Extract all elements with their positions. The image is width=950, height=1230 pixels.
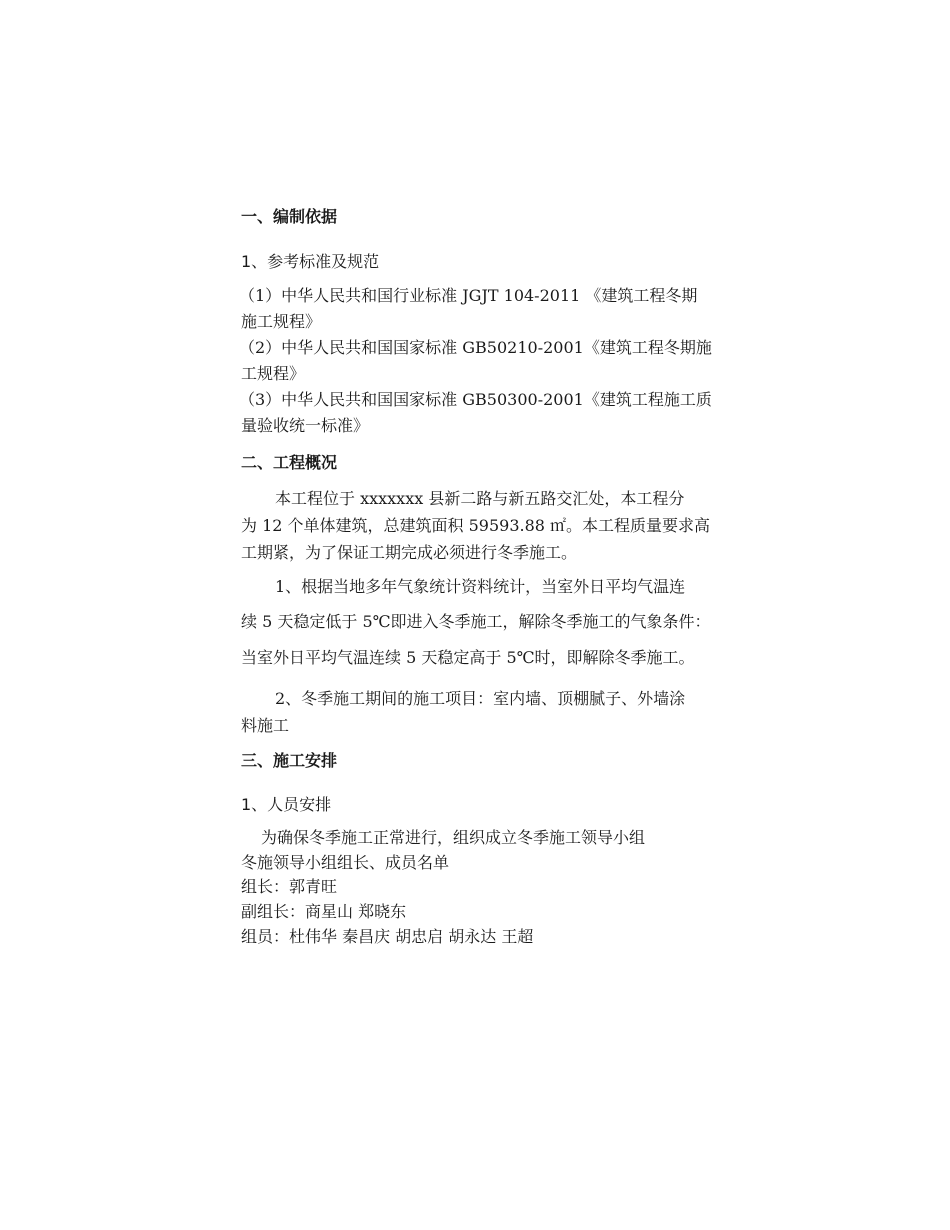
items-para-line-1: 2、冬季施工期间的施工项目：室内墙、顶棚腻子、外墙涂 xyxy=(275,689,686,708)
reference-line-2: （2）中华人民共和国国家标准 GB50210-2001《建筑工程冬期施 xyxy=(239,338,712,357)
reference-line-1: （1）中华人民共和国行业标准 JGJT 104-2011 《建筑工程冬期 xyxy=(239,286,698,305)
reference-line-3-cont: 量验收统一标准》 xyxy=(241,416,370,435)
personnel-leader: 组长：郭青旺 xyxy=(241,877,338,896)
personnel-members: 组员：杜伟华 秦昌庆 胡忠启 胡永达 王超 xyxy=(241,927,534,946)
section-heading-2: 二、工程概况 xyxy=(241,453,338,472)
subheading-personnel: 1、人员安排 xyxy=(241,795,332,814)
personnel-list-title: 冬施领导小组组长、成员名单 xyxy=(241,853,450,872)
section-heading-1: 一、编制依据 xyxy=(241,207,338,226)
climate-para-line-3: 当室外日平均气温连续 5 天稳定高于 5℃时，即解除冬季施工。 xyxy=(241,648,695,667)
items-para-line-2: 料施工 xyxy=(241,716,290,735)
personnel-intro: 为确保冬季施工正常进行，组织成立冬季施工领导小组 xyxy=(261,828,646,847)
overview-para-line-2: 为 12 个单体建筑，总建筑面积 59593.88 ㎡。本工程质量要求高 xyxy=(241,516,711,535)
climate-para-line-1: 1、根据当地多年气象统计资料统计，当室外日平均气温连 xyxy=(275,577,686,596)
overview-para-line-1: 本工程位于 xxxxxxx 县新二路与新五路交汇处，本工程分 xyxy=(275,489,685,508)
section-heading-3: 三、施工安排 xyxy=(241,751,338,770)
reference-line-2-cont: 工规程》 xyxy=(241,364,306,383)
climate-para-line-2: 续 5 天稳定低于 5℃即进入冬季施工，解除冬季施工的气象条件： xyxy=(241,612,711,631)
subheading-reference-standards: 1、参考标准及规范 xyxy=(241,252,380,271)
reference-line-3: （3）中华人民共和国国家标准 GB50300-2001《建筑工程施工质 xyxy=(239,390,712,409)
overview-para-line-3: 工期紧，为了保证工期完成必须进行冬季施工。 xyxy=(241,543,578,562)
reference-line-1-cont: 施工规程》 xyxy=(241,312,322,331)
personnel-deputy-leaders: 副组长：商星山 郑晓东 xyxy=(241,902,407,921)
